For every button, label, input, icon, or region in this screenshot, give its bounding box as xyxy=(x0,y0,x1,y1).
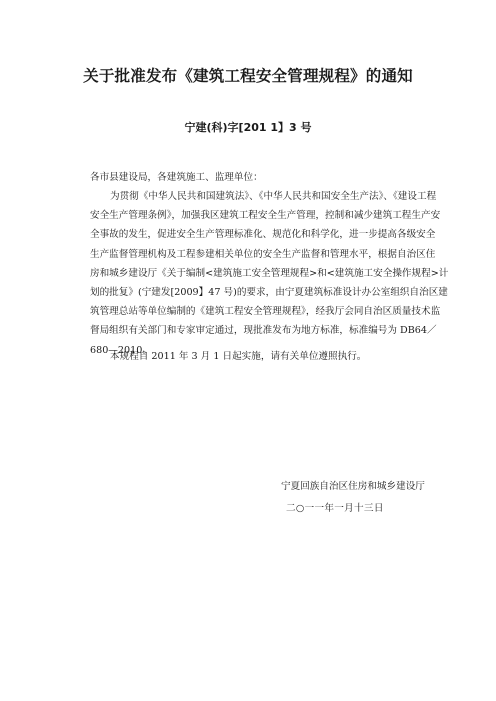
paragraph-line: 生产监督管理机构及工程参建相关单位的安全生产监督和管理水平，根据自治区住 xyxy=(90,248,436,260)
paragraph-line: 680—2010。 xyxy=(90,344,152,356)
paragraph-line: 全事故的发生，促进安全生产管理标准化、规范化和科学化，进一步提高各级安全 xyxy=(90,229,436,241)
document-number: 宁建(科)字[201 1】3 号 xyxy=(184,121,312,134)
paragraph-line: 筑管理总站等单位编制的《建筑工程安全管理规程》，经我厅会同自治区质量技术监 xyxy=(90,306,441,318)
paragraph-line: 督局组织有关部门和专家审定通过，现批准发布为地方标准，标准编号为 DB64／ xyxy=(90,325,437,337)
paragraph-line: 本规程自 2011 年 3 月 1 日起实施，请有关单位遵照执行。 xyxy=(110,351,367,362)
paragraph-line: 房和城乡建设厅《关于编制<建筑施工安全管理规程>和<建筑施工安全操作规程>计 xyxy=(90,267,449,279)
paragraph-line: 为贯彻《中华人民共和国建筑法》、《中华人民共和国安全生产法》、《建设工程 xyxy=(110,191,437,202)
paragraph-line: 划的批复》(宁建发[2009】47 号)的要求，由宁夏建筑标准设计办公室组织自治区建 xyxy=(90,286,448,298)
signature-date: 二○一一年一月十三日 xyxy=(286,503,384,514)
paragraph-line: 安全生产管理条例》，加强我区建筑工程安全生产管理，控制和减少建筑工程生产安 xyxy=(90,210,441,222)
paragraph-1 xyxy=(90,187,449,360)
document-title: 关于批准发布《建筑工程安全管理规程》的通知 xyxy=(83,67,413,85)
signature-organization: 宁夏回族自治区住房和城乡建设厅 xyxy=(281,481,425,492)
salutation: 各市县建设局，各建筑施工、监理单位： xyxy=(90,172,263,183)
paragraph-2 xyxy=(90,347,408,366)
